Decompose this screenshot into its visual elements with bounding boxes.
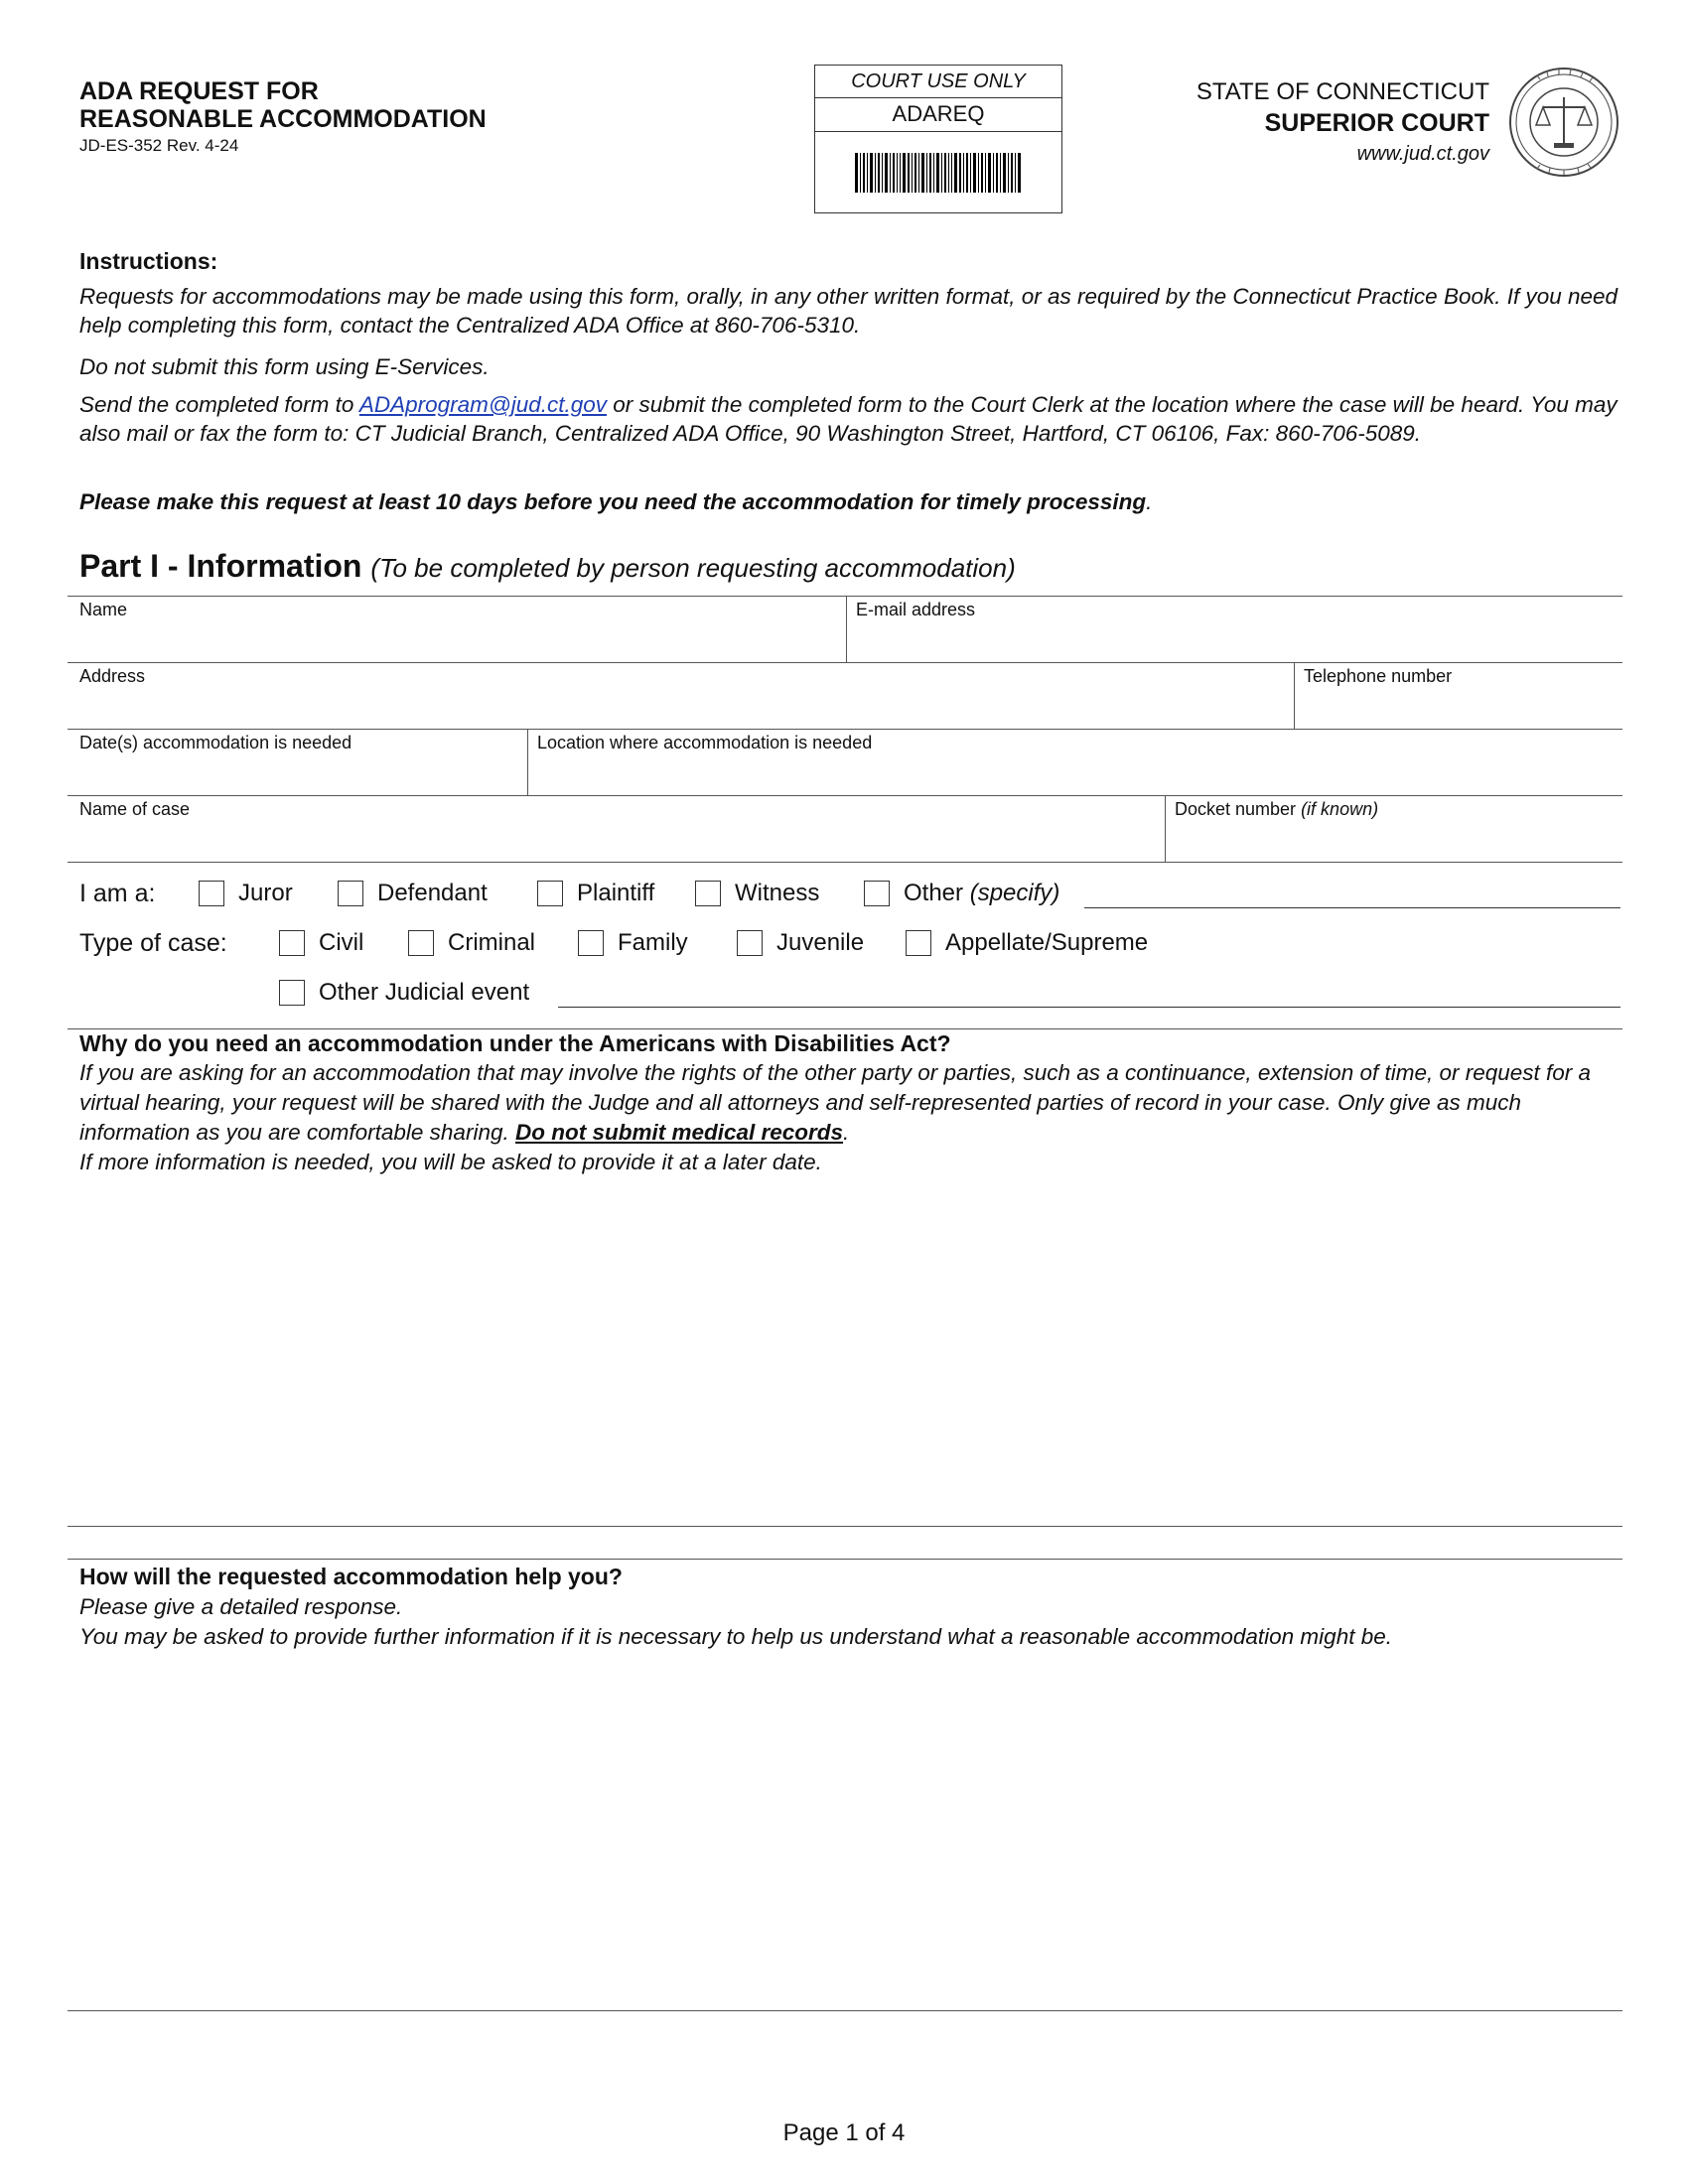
part1-subtitle: (To be completed by person requesting accommodation) bbox=[370, 553, 1016, 583]
other-judicial-specify-line[interactable] bbox=[558, 1007, 1620, 1008]
role-juror[interactable] bbox=[199, 880, 293, 907]
telephone-field-label: Telephone number bbox=[1304, 666, 1453, 686]
role-other-checkbox[interactable] bbox=[864, 881, 890, 906]
barcode-icon bbox=[855, 153, 1024, 193]
state-name: STATE OF CONNECTICUT bbox=[1196, 78, 1489, 105]
role-other-note: (specify) bbox=[969, 880, 1060, 906]
how-line-1: Please give a detailed response. bbox=[79, 1594, 403, 1619]
court-name: SUPERIOR COURT bbox=[1264, 109, 1489, 137]
dates-field[interactable] bbox=[70, 754, 524, 792]
role-defendant-label: Defendant bbox=[377, 880, 488, 906]
case-juvenile[interactable] bbox=[737, 929, 864, 957]
docket-field[interactable] bbox=[1169, 821, 1620, 859]
why-more-info: If more information is needed, you will be asked to provide it at a later date. bbox=[79, 1150, 822, 1174]
instructions-send-text: Send the completed form to bbox=[79, 392, 359, 417]
type-of-case-label: Type of case: bbox=[79, 929, 227, 957]
instructions-paragraph-3 bbox=[79, 390, 1623, 448]
divider bbox=[68, 729, 1622, 730]
case-family-checkbox[interactable] bbox=[578, 930, 604, 956]
telephone-field[interactable] bbox=[1298, 688, 1620, 726]
why-response-area[interactable] bbox=[70, 1181, 1620, 1519]
instructions-paragraph-2: Do not submit this form using E-Services. bbox=[79, 354, 490, 379]
role-plaintiff-label: Plaintiff bbox=[577, 880, 655, 906]
form-title-line1: ADA REQUEST FOR bbox=[79, 77, 319, 105]
role-plaintiff[interactable] bbox=[537, 880, 654, 907]
i-am-a-label: I am a: bbox=[79, 880, 156, 907]
instructions-paragraph-1: Requests for accommodations may be made using this form, orally, in any other written format, or as required by the Connecticut Practice Book. If you need help completing this form, contact the Centralized ADA Office at 860-706-5310. bbox=[79, 284, 1618, 338]
case-criminal[interactable] bbox=[408, 929, 535, 957]
case-civil-checkbox[interactable] bbox=[279, 930, 305, 956]
other-specify-line[interactable] bbox=[1084, 907, 1620, 908]
judicial-seal-icon bbox=[1507, 66, 1620, 179]
case-name-field[interactable] bbox=[70, 821, 1162, 859]
name-field-label: Name bbox=[79, 600, 128, 619]
how-heading: How will the requested accommodation help you? bbox=[79, 1564, 623, 1589]
case-juvenile-label: Juvenile bbox=[776, 929, 865, 956]
divider bbox=[68, 1526, 1622, 1527]
divider bbox=[68, 596, 1622, 597]
dates-field-label: Date(s) accommodation is needed bbox=[79, 733, 352, 752]
role-witness[interactable] bbox=[695, 880, 819, 907]
role-juror-checkbox[interactable] bbox=[199, 881, 224, 906]
role-witness-checkbox[interactable] bbox=[695, 881, 721, 906]
why-body-text: If you are asking for an accommodation that may involve the rights of the other party or parties, such as a continuance, extension of time, or request for a virtual hearing, your request will be shared with the Judge and all attorneys and self-represented parties of record in your case. Only give as much information as you are comfortable sharing. bbox=[79, 1060, 1592, 1145]
court-header bbox=[1072, 77, 1489, 169]
docket-field-label bbox=[1175, 799, 1378, 820]
form-title bbox=[79, 77, 487, 133]
divider bbox=[68, 1559, 1622, 1560]
form-code: ADAREQ bbox=[815, 97, 1061, 132]
case-other-judicial[interactable] bbox=[279, 979, 529, 1007]
form-title-line2: REASONABLE ACCOMMODATION bbox=[79, 105, 487, 133]
case-criminal-checkbox[interactable] bbox=[408, 930, 434, 956]
case-other-judicial-label: Other Judicial event bbox=[319, 979, 530, 1006]
how-response-area[interactable] bbox=[70, 1658, 1620, 2005]
role-defendant-checkbox[interactable] bbox=[338, 881, 363, 906]
role-other[interactable] bbox=[864, 880, 1059, 907]
docket-label-text: Docket number bbox=[1175, 799, 1302, 819]
role-plaintiff-checkbox[interactable] bbox=[537, 881, 563, 906]
instructions-heading: Instructions: bbox=[79, 248, 218, 274]
why-heading: Why do you need an accommodation under the Americans with Disabilities Act? bbox=[79, 1030, 951, 1056]
timely-processing-notice: Please make this request at least 10 days before you need the accommodation for timely processing bbox=[79, 489, 1147, 514]
case-appellate[interactable] bbox=[906, 929, 1148, 957]
case-appellate-label: Appellate/Supreme bbox=[945, 929, 1149, 956]
address-field-label: Address bbox=[79, 666, 146, 686]
role-juror-label: Juror bbox=[238, 880, 293, 906]
part1-heading: Part I - Information bbox=[79, 548, 362, 584]
divider bbox=[1294, 662, 1295, 729]
how-line-2: You may be asked to provide further information if it is necessary to help us understand what a reasonable accommodation might be. bbox=[79, 1624, 1392, 1649]
case-family[interactable] bbox=[578, 929, 688, 957]
location-field[interactable] bbox=[531, 754, 1620, 792]
docket-label-note: (if known) bbox=[1301, 799, 1379, 819]
why-instructions bbox=[79, 1058, 1628, 1177]
divider bbox=[68, 862, 1622, 863]
instructions-mail-text: or submit the completed form to the Court Clerk at the location where the case will be heard. You may also mail or fax the form to: CT Judicial Branch, Centralized ADA Office, 90 Washington Street, Hartford, CT 06106, Fax: 860-706-5089. bbox=[79, 392, 1618, 446]
divider bbox=[68, 1028, 1622, 1029]
divider bbox=[68, 662, 1622, 663]
case-criminal-label: Criminal bbox=[448, 929, 536, 956]
role-other-label bbox=[904, 880, 1059, 907]
divider bbox=[1165, 795, 1166, 862]
court-use-box bbox=[814, 65, 1062, 213]
divider bbox=[846, 596, 847, 662]
role-defendant[interactable] bbox=[338, 880, 488, 907]
name-field[interactable] bbox=[70, 621, 844, 659]
why-body-period: . bbox=[843, 1120, 850, 1145]
location-field-label: Location where accommodation is needed bbox=[537, 733, 873, 752]
case-appellate-checkbox[interactable] bbox=[906, 930, 931, 956]
role-other-text: Other bbox=[904, 880, 970, 906]
no-medical-records-notice: Do not submit medical records bbox=[514, 1120, 844, 1145]
role-witness-label: Witness bbox=[735, 880, 820, 906]
divider bbox=[527, 729, 528, 795]
email-field-label: E-mail address bbox=[856, 600, 976, 619]
divider bbox=[68, 795, 1622, 796]
case-family-label: Family bbox=[618, 929, 688, 956]
email-field[interactable] bbox=[850, 621, 1620, 659]
how-instructions bbox=[79, 1592, 1628, 1652]
case-name-field-label: Name of case bbox=[79, 799, 191, 819]
case-civil[interactable] bbox=[279, 929, 363, 957]
court-use-only-label: COURT USE ONLY bbox=[815, 66, 1061, 98]
page-number: Page 1 of 4 bbox=[782, 2119, 906, 2146]
ada-email-link[interactable]: ADAprogram@jud.ct.gov bbox=[358, 392, 608, 417]
case-other-judicial-checkbox[interactable] bbox=[279, 980, 305, 1006]
address-field[interactable] bbox=[70, 688, 1291, 726]
court-website: www.jud.ct.gov bbox=[1356, 143, 1489, 165]
instructions-paragraph-4 bbox=[79, 487, 1623, 516]
case-juvenile-checkbox[interactable] bbox=[737, 930, 763, 956]
timely-processing-period: . bbox=[1146, 489, 1153, 514]
part1-title bbox=[79, 548, 1016, 585]
case-civil-label: Civil bbox=[319, 929, 364, 956]
divider bbox=[68, 2010, 1622, 2011]
form-number: JD-ES-352 Rev. 4-24 bbox=[79, 136, 239, 155]
